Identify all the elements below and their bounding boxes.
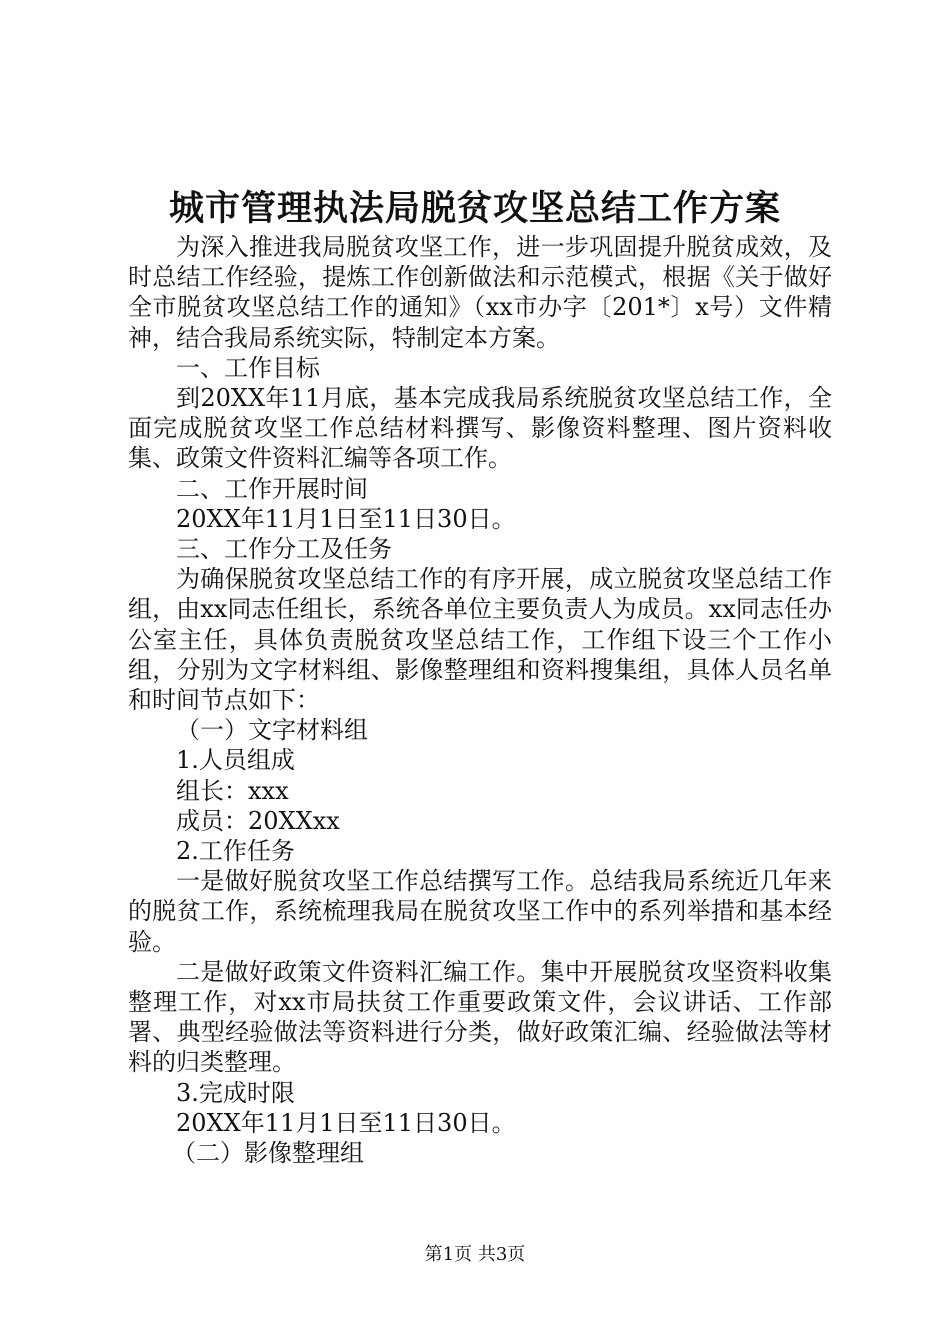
time-paragraph: 20XX年11月1日至11日30日。 <box>176 504 516 533</box>
section-heading-time: 二、工作开展时间 <box>176 474 368 503</box>
group-leader-line: 组长：xxx <box>176 776 289 805</box>
goal-paragraph: 到20XX年11月底，基本完成我局系统脱贫攻坚总结工作，全面完成脱贫攻坚工作总结材料撰写、影像资料整理、图片资料收集、政策文件资料汇编等各项工作。 <box>128 384 832 473</box>
task-compilation-paragraph: 二是做好政策文件资料汇编工作。集中开展脱贫攻坚资料收集整理工作，对xx市局扶贫工作重要政策文件，会议讲话、工作部署、典型经验做法等资料进行分类，做好政策汇编、经验做法等材料的归类整理。 <box>128 957 832 1077</box>
group-members-line: 成员：20XXxx <box>176 806 340 835</box>
deadline-paragraph: 20XX年11月1日至11日30日。 <box>176 1108 516 1137</box>
intro-paragraph: 为深入推进我局脱贫攻坚工作，进一步巩固提升脱贫成效，及时总结工作经验，提炼工作创新做法和示范模式，根据《关于做好全市脱贫攻坚总结工作的通知》（xx市办字〔201*〕x号）文件精神，结合我局系统实际，特制定本方案。 <box>128 233 832 352</box>
item-heading-deadline: 3.完成时限 <box>176 1078 295 1107</box>
page-number-footer: 第1页 共3页 <box>424 1244 526 1265</box>
item-heading-tasks: 2.工作任务 <box>176 837 295 866</box>
document-title: 城市管理执法局脱贫攻坚总结工作方案 <box>168 188 781 229</box>
section-heading-division: 三、工作分工及任务 <box>176 535 392 564</box>
section-heading-goal: 一、工作目标 <box>176 353 320 382</box>
document-body <box>128 232 832 1168</box>
subsection-heading-image-group: （二）影像整理组 <box>172 1139 364 1168</box>
task-summary-paragraph: 一是做好脱贫攻坚工作总结撰写工作。总结我局系统近几年来的脱贫工作，系统梳理我局在脱贫攻坚工作中的系列举措和基本经验。 <box>128 867 832 956</box>
subsection-heading-text-group: （一）文字材料组 <box>176 716 368 745</box>
division-paragraph: 为确保脱贫攻坚总结工作的有序开展，成立脱贫攻坚总结工作组，由xx同志任组长，系统各单位主要负责人为成员。xx同志任办公室主任，具体负责脱贫攻坚总结工作，工作组下设三个工作小组，分别为文字材料组、影像整理组和资料搜集组，具体人员名单和时间节点如下： <box>128 565 832 715</box>
item-heading-staff: 1.人员组成 <box>176 746 295 775</box>
